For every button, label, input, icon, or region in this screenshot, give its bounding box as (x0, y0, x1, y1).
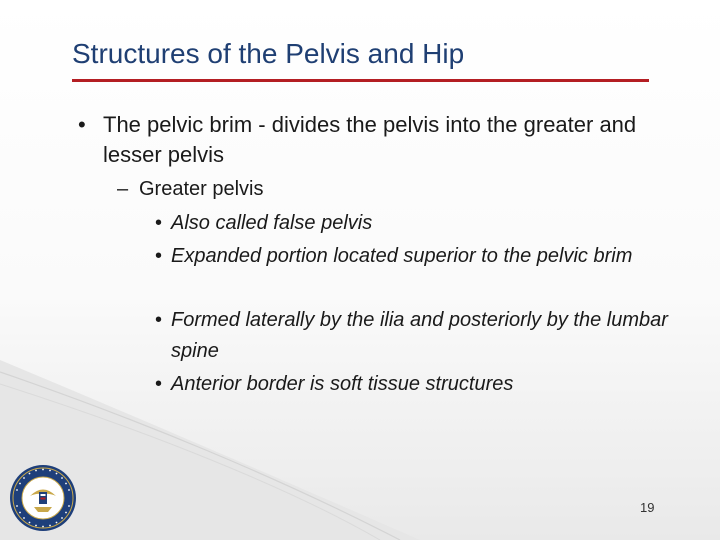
sub-point-text: Also called false pelvis (171, 212, 373, 234)
bullet-marker: • (155, 212, 163, 234)
sub-heading (117, 175, 264, 203)
sub-point-text: Expanded portion located superior to the pelvic brim (171, 245, 633, 267)
sub-point (155, 369, 685, 400)
bullet-marker: • (78, 112, 86, 137)
dash-marker: – (117, 178, 129, 200)
bullet-marker: • (155, 373, 163, 395)
sub-heading-text: Greater pelvis (139, 178, 264, 200)
page-number: 19 (640, 500, 655, 515)
sub-point (155, 241, 685, 272)
bullet-marker: • (155, 309, 163, 331)
bullet-marker: • (155, 245, 163, 267)
slide-title: Structures of the Pelvis and Hip (72, 38, 465, 69)
institution-seal-icon (8, 463, 78, 533)
main-bullet-text: The pelvic brim - divides the pelvis into the greater and lesser pelvis (103, 112, 637, 167)
sub-point-text: Formed laterally by the ilia and posteriorly by the lumbar spine (171, 309, 668, 362)
sub-point (155, 208, 685, 239)
sub-point-text: Anterior border is soft tissue structures (171, 373, 514, 395)
main-bullet (78, 110, 648, 170)
sub-point (155, 305, 685, 367)
